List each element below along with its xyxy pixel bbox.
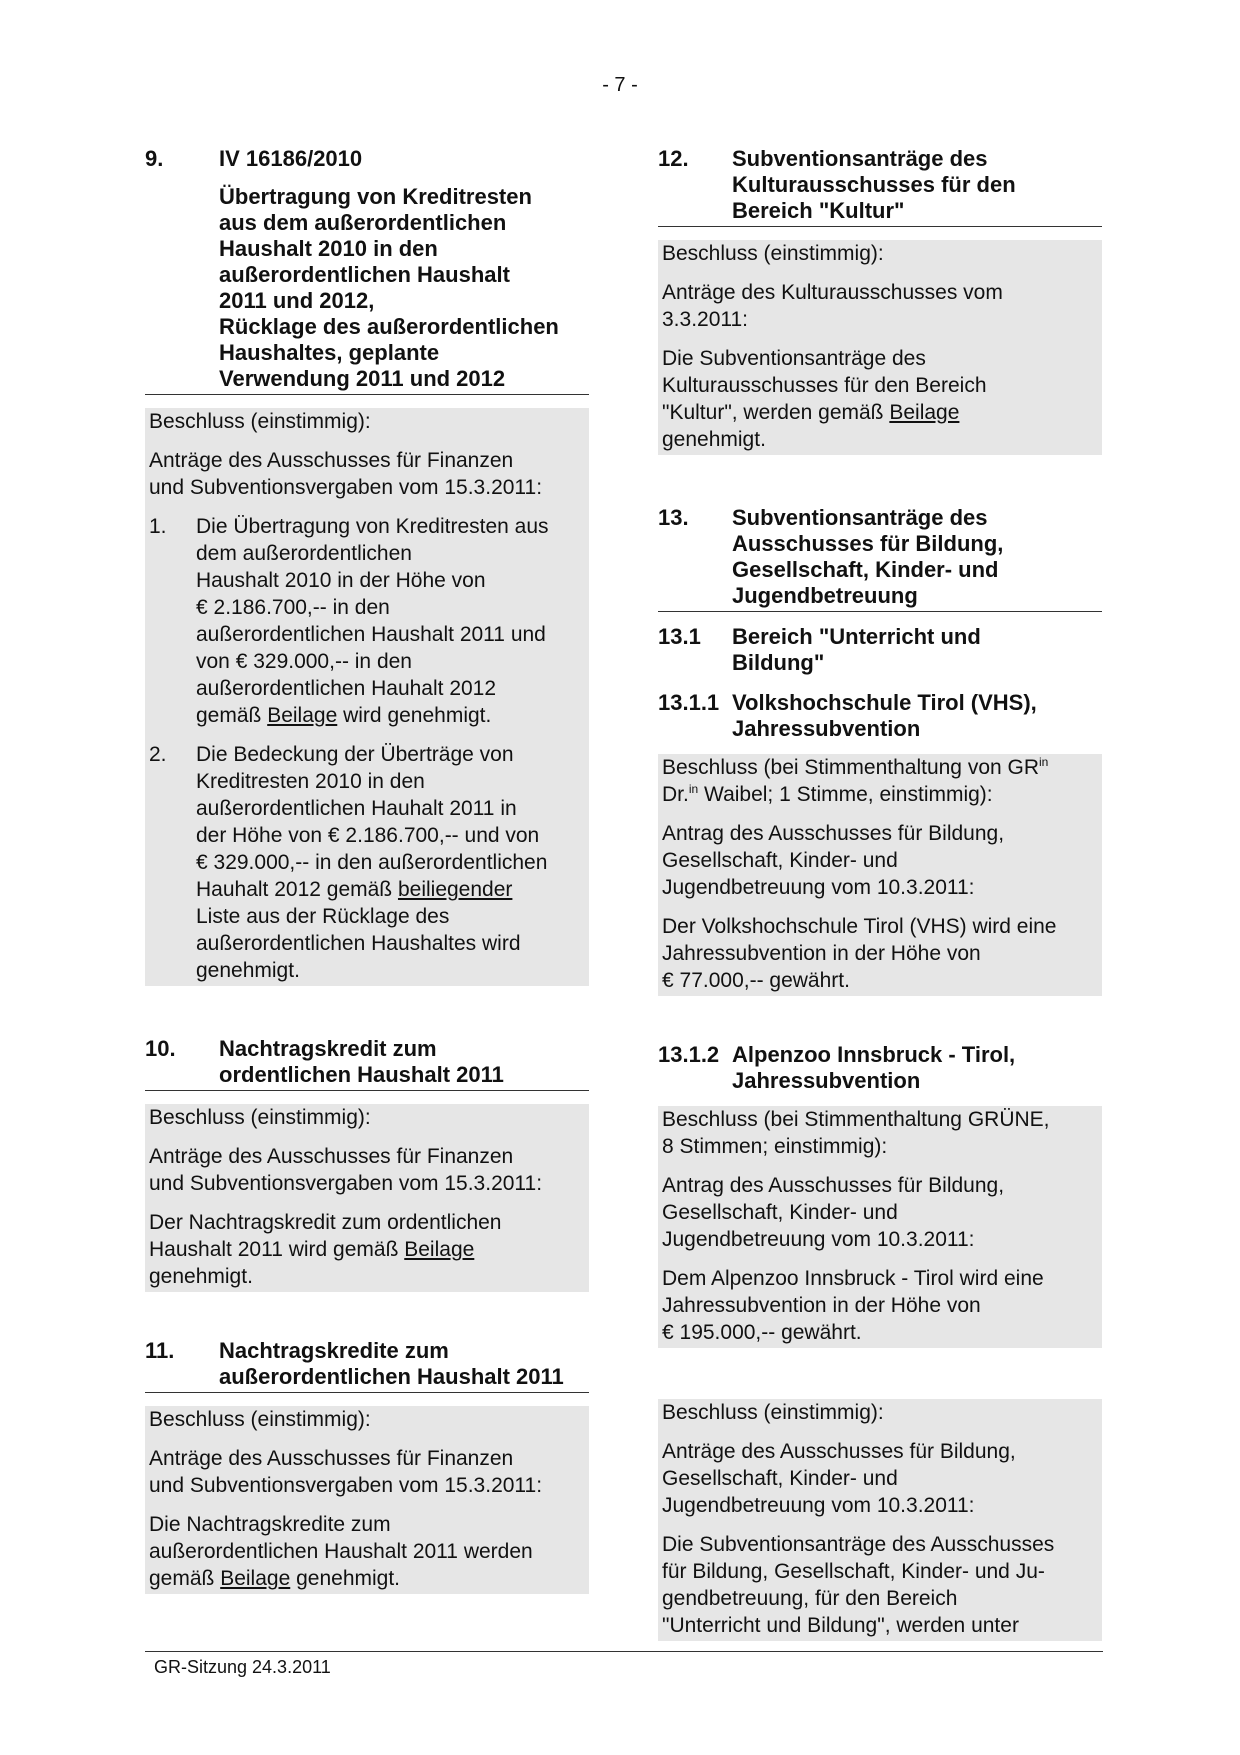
- beschluss-label: Beschluss (einstimmig):: [662, 242, 884, 265]
- section-9-resolution: [145, 408, 589, 986]
- antraege-text: Anträge des Ausschusses für Finanzen und Subventionsvergaben vom 15.3.2011:: [149, 1447, 543, 1497]
- section-13-1-heading: 13.1 Bereich "Unterricht und Bildung": [658, 624, 981, 675]
- beschluss-label: Beschluss (bei Stimmenthaltung GRÜNE, 8 Stimmen; einstimmig):: [662, 1108, 1050, 1158]
- beiliegender-link[interactable]: beiliegender: [397, 878, 513, 901]
- section-12-heading: 12. Subventionsanträge des Kulturausschusses für den Bereich "Kultur": [658, 146, 1102, 227]
- title-line: Haushalt 2010 in den: [219, 236, 438, 261]
- section-12-resolution: [658, 240, 1102, 455]
- antrag-text: Antrag des Ausschusses für Bildung, Gesellschaft, Kinder- und Jugendbetreuung vom 10.3.2011:: [662, 822, 1005, 899]
- page-number: - 7 -: [602, 74, 638, 96]
- antraege-text: Anträge des Ausschusses für Finanzen und Subventionsvergaben vom 15.3.2011:: [149, 1145, 543, 1195]
- resolution-text: Der Volkshochschule Tirol (VHS) wird eine Jahressubvention in der Höhe von € 77.000,-- gewährt.: [662, 915, 1057, 992]
- resolution-text: Dem Alpenzoo Innsbruck - Tirol wird eine Jahressubvention in der Höhe von € 195.000,-- gewährt.: [662, 1267, 1044, 1344]
- footer-text: GR-Sitzung 24.3.2011: [154, 1657, 331, 1677]
- section-10-heading: 10. Nachtragskredit zum ordentlichen Haushalt 2011: [145, 1036, 589, 1091]
- beschluss-label: Beschluss (einstimmig):: [662, 1401, 884, 1424]
- section-13-heading: 13. Subventionsanträge des Ausschusses für Bildung, Gesellschaft, Kinder- und Jugendbetreuung: [658, 505, 1102, 612]
- section-13-1-1-heading: 13.1.1 Volkshochschule Tirol (VHS), Jahressubvention: [658, 690, 1037, 741]
- beschluss-label: Beschluss (einstimmig):: [149, 410, 371, 433]
- section-13-1-resolution: [658, 1399, 1102, 1641]
- title-line: außerordentlichen Haushalt: [219, 262, 510, 287]
- antraege-text: Anträge des Ausschusses für Finanzen und Subventionsvergaben vom 15.3.2011:: [149, 449, 543, 499]
- section-number: 9.: [145, 146, 164, 171]
- title-line: Haushaltes, geplante: [219, 340, 440, 365]
- list-item: 1. Die Übertragung von Kreditresten aus dem außerordentlichen Haushalt 2010 in der Höhe von € 2.186.700,-- in den außerordentlichen Haushalt 2011 und von € 329.000,-- in den außerordentlichen Hauhalt 2012 gemäß Beilage wird genehmigt.: [149, 515, 549, 727]
- beilage-link[interactable]: Beilage: [404, 1238, 475, 1261]
- beilage-link[interactable]: Beilage: [889, 401, 960, 424]
- section-9-title: [145, 184, 589, 395]
- title-line: Rücklage des außerordentlichen: [219, 314, 559, 339]
- section-9-heading: [145, 146, 589, 172]
- section-code: IV 16186/2010: [219, 146, 363, 171]
- resolution-text: Die Subventionsanträge des Kulturausschusses für den Bereich "Kultur", werden gemäß Beilage genehmigt.: [662, 347, 987, 451]
- title-line: aus dem außerordentlichen: [219, 210, 507, 235]
- beschluss-label: Beschluss (bei Stimmenthaltung von $GR^{in}$ Dr.$^{in}$ Waibel; 1 Stimme, einstimmig):: [662, 755, 1049, 806]
- resolution-text: Die Subventionsanträge des Ausschusses für Bildung, Gesellschaft, Kinder- und Ju- gendbetreuung, für den Bereich "Unterricht und Bildung", werden unter: [662, 1533, 1055, 1637]
- beschluss-label: Beschluss (einstimmig):: [149, 1106, 371, 1129]
- list-item: 2. Die Bedeckung der Überträge von Kreditresten 2010 in den außerordentlichen Hauhalt 2011 in der Höhe von € 2.186.700,-- und von € 329.000,-- in den außerordentlichen Hauhalt 2012 gemäß beiliegender Liste aus der Rücklage des außerordentlichen Haushaltes wird genehmigt.: [149, 743, 548, 982]
- resolution-list: [149, 513, 585, 986]
- section-11-heading: 11. Nachtragskredite zum außerordentlichen Haushalt 2011: [145, 1338, 589, 1393]
- section-13-1-1-resolution: [658, 754, 1102, 996]
- right-column: [658, 146, 1102, 1641]
- section-11-resolution: [145, 1406, 589, 1594]
- section-13-1-2-heading: 13.1.2 Alpenzoo Innsbruck - Tirol, Jahressubvention: [658, 1042, 1016, 1093]
- beilage-link[interactable]: Beilage: [267, 704, 338, 727]
- section-13-1-2-resolution: [658, 1106, 1102, 1348]
- resolution-text: Die Nachtragskredite zum außerordentlichen Haushalt 2011 werden gemäß Beilage genehmigt.: [149, 1513, 533, 1590]
- left-column: [145, 146, 589, 1594]
- antraege-text: Anträge des Kulturausschusses vom 3.3.2011:: [662, 281, 1003, 331]
- footer-rule: [145, 1651, 1103, 1652]
- beschluss-label: Beschluss (einstimmig):: [149, 1408, 371, 1431]
- title-line: Übertragung von Kreditresten: [219, 184, 532, 209]
- antraege-text: Anträge des Ausschusses für Bildung, Gesellschaft, Kinder- und Jugendbetreuung vom 10.3.2011:: [662, 1440, 1016, 1517]
- title-line: Verwendung 2011 und 2012: [219, 366, 506, 391]
- beilage-link[interactable]: Beilage: [220, 1567, 291, 1590]
- title-line: 2011 und 2012,: [219, 288, 375, 313]
- resolution-text: Der Nachtragskredit zum ordentlichen Haushalt 2011 wird gemäß Beilage genehmigt.: [149, 1211, 502, 1288]
- section-10-resolution: [145, 1104, 589, 1292]
- antrag-text: Antrag des Ausschusses für Bildung, Gesellschaft, Kinder- und Jugendbetreuung vom 10.3.2011:: [662, 1174, 1005, 1251]
